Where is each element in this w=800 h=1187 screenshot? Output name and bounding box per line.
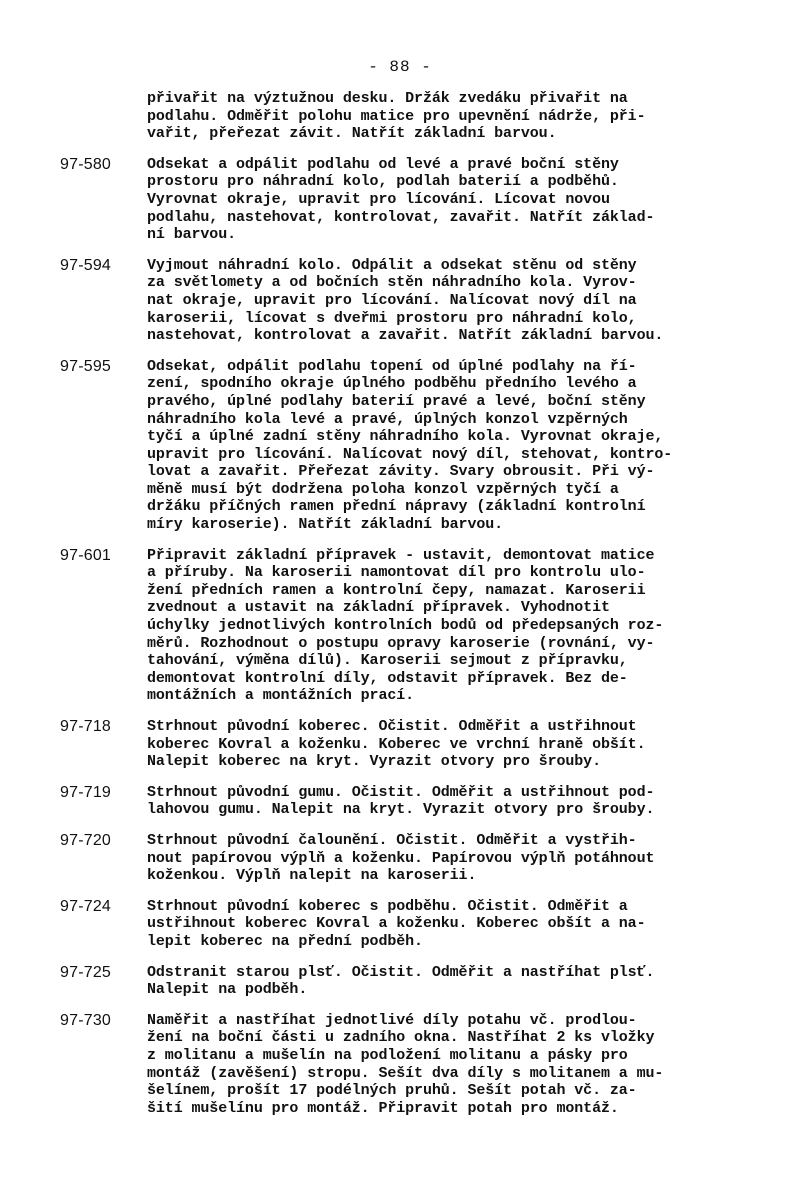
entry-text: Strhnout původní koberec s podběhu. Očistit. Odměřit a ustřihnout koberec Kovral a koženku. Koberec obšít a na- lepit koberec na přední podběh. (147, 897, 646, 950)
entry-code: 97-730 (60, 1011, 112, 1029)
entry-spacer (60, 345, 790, 358)
entry-text: Strhnout původní čalounění. Očistit. Odměřit a vystřih- nout papírovou výplň a koženku. Papírovou výplň potáhnout koženkou. Výplň nalepit na karoserii. (147, 831, 655, 885)
entry-code: 97-720 (60, 831, 112, 849)
entry-text: Vyjmout náhradní kolo. Odpálit a odsekat stěnu od stěny za světlomety a od bočních stěn náhradního kola. Vyrov- nat okraje, upravit pro lícování. Nalícovat nový díl na karoserii, lícovat s dveřmi prostoru pro náhradní kolo, nastehovat, kontrolovat a zavařit. Natřít základní barvou. (147, 256, 664, 345)
entry-spacer (60, 999, 790, 1012)
entry-code: 97-580 (60, 155, 112, 173)
entry-spacer (60, 885, 790, 898)
entry-code: 97-601 (60, 546, 112, 564)
entry-code: 97-595 (60, 357, 112, 375)
entry-spacer (60, 705, 790, 718)
entry-text: Připravit základní přípravek - ustavit, demontovat matice a příruby. Na karoserii namontovat díl pro kontrolu ulo- žení předních ramen a kontrolní čepy, namazat. Karoserii zvednout a ustavit na základní přípravek. Vyhodnotit úchylky jednotlivých kontrolních bodů od předepsaných roz- měrů. Rozhodnout o postupu opravy karoserie (rovnání, vy- tahování, výměna dílů). Karoserii sejmout z přípravku, demontovat kontrolní díly, odstavit přípravek. Bez de- montážních a montážních prací. (147, 546, 664, 705)
entry-text: Odstranit starou plsť. Očistit. Odměřit a nastříhat plsť. Nalepit na podběh. (147, 963, 655, 999)
entry-code: 97-724 (60, 897, 112, 915)
entry-97-724 (60, 898, 790, 951)
entry-text: Odsekat a odpálit podlahu od levé a pravé boční stěny prostoru pro náhradní kolo, podlah baterií a podběhů. Vyrovnat okraje, upravit pro lícování. Lícovat novou podlahu, nastehovat, kontrolovat, zavařit. Natřít základ- ní barvou. (147, 155, 655, 244)
entry-spacer (60, 951, 790, 964)
entry-code: 97-594 (60, 256, 112, 274)
entry-97-580 (60, 156, 790, 244)
entry-continuation (60, 90, 790, 143)
entry-code: 97-719 (60, 783, 112, 801)
entry-spacer (60, 244, 790, 257)
entry-97-720 (60, 832, 790, 885)
entry-text: přivařit na výztužnou desku. Držák zvedáku přivařit na podlahu. Odměřit polohu matice pro upevnění nádrže, při- vařit, přeřezat závit. Natřít základní barvou. (147, 90, 646, 143)
entry-text: Odsekat, odpálit podlahu topení od úplné podlahy na ří- zení, spodního okraje úplného podběhu předního levého a pravého, úplné podlahy baterií pravé a levé, boční stěny náhradního kola levé a pravé, úplných konzol vzpěrných tyčí a úplné zadní stěny náhradního kola. Vyrovnat okraje, upravit pro lícování. Nalícovat nový díl, stehovat, kontro- lovat a zavařit. Přeřezat závity. Svary obrousit. Při vý- měně musí být dodržena poloha konzol vzpěrných tyčí a držáku příčných ramen přední nápravy (základní kontrolní míry karoserie). Natřít základní barvou. (147, 357, 673, 534)
entry-code: 97-718 (60, 718, 112, 735)
entry-97-601 (60, 547, 790, 705)
entry-code: 97-725 (60, 963, 112, 981)
entry-97-595 (60, 358, 790, 534)
entry-97-719 (60, 784, 790, 819)
entry-text: Naměřit a nastříhat jednotlivé díly potahu vč. prodlou- žení na boční části u zadního okna. Nastříhat 2 ks vložky z molitanu a mušelín na podložení molitanu a pásky pro montáž (zavěšení) stropu. Sešít dva díly s molitanem a mu- šelínem, prošít 17 podélných pruhů. Sešít potah vč. za- šití mušelínu pro montáž. Připravit potah pro montáž. (147, 1011, 664, 1117)
entry-list (60, 90, 790, 1117)
page-number: - 88 - (368, 58, 432, 76)
entry-97-730 (60, 1012, 790, 1118)
entry-97-594 (60, 257, 790, 345)
entry-spacer (60, 534, 790, 547)
entry-text: Strhnout původní koberec. Očistit. Odměřit a ustřihnout koberec Kovral a koženku. Koberec ve vrchní hraně obšít. Nalepit koberec na kryt. Vyrazit otvory pro šrouby. (147, 718, 646, 771)
entry-text: Strhnout původní gumu. Očistit. Odměřit a ustřihnout pod- lahovou gumu. Nalepit na kryt. Vyrazit otvory pro šrouby. (147, 783, 655, 819)
entry-spacer (60, 771, 790, 784)
entry-spacer (60, 143, 790, 156)
entry-97-718 (60, 718, 790, 771)
entry-97-725 (60, 964, 790, 999)
entry-spacer (60, 819, 790, 832)
